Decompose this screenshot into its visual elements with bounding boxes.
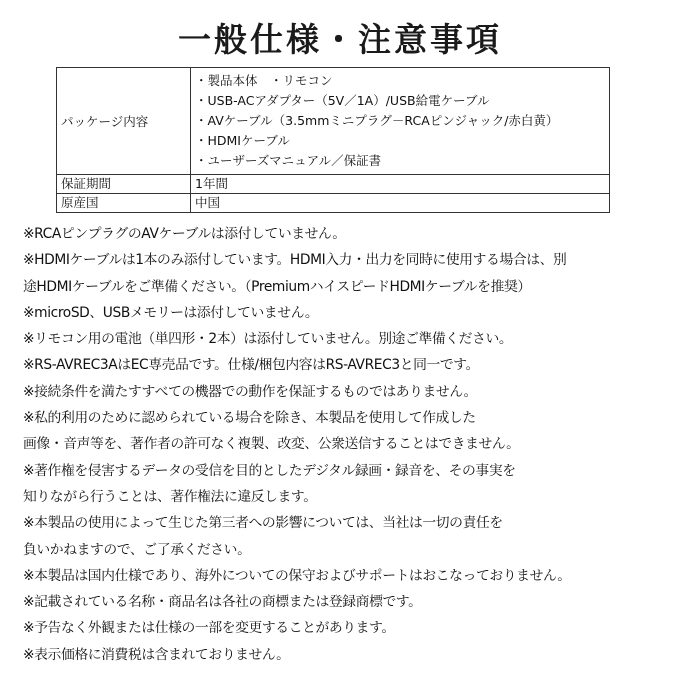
note-line: 知りながら行うことは、著作権法に違反します。	[23, 488, 317, 505]
note-line: ※リモコン用の電池（単四形・2本）は添付していません。別途ご準備ください。	[23, 331, 513, 348]
package-item: ・USB-ACアダプター（5V／1A）/USB給電ケーブル	[195, 93, 490, 108]
notes-list	[23, 221, 673, 668]
note-line: ※microSD、USBメモリーは添付していません。	[23, 304, 319, 321]
note-line: 画像・音声等を、著作者の許可なく複製、改変、公衆送信することはできません。	[23, 436, 520, 453]
package-label: パッケージ内容	[57, 68, 191, 175]
warranty-label: 保証期間	[57, 175, 191, 194]
note-line: ※私的利用のために認められている場合を除き、本製品を使用して作成した	[23, 410, 476, 427]
note-line: 負いかねますので、ご了承ください。	[23, 541, 251, 558]
package-item: ・AVケーブル（3.5mmミニプラグ－RCAピンジャック/赤白黄）	[195, 113, 559, 128]
page-title: 一般仕様・注意事項	[178, 20, 502, 59]
note-line: ※RS-AVREC3AはEC専売品です。仕様/梱包内容はRS-AVREC3と同一です。	[23, 357, 479, 374]
package-contents	[191, 68, 610, 175]
package-item: ・HDMIケーブル	[195, 133, 290, 148]
note-line: ※記載されている名称・商品名は各社の商標または登録商標です。	[23, 594, 422, 611]
origin-value: 中国	[191, 194, 610, 213]
note-line: ※本製品の使用によって生じた第三者への影響については、当社は一切の責任を	[23, 515, 503, 532]
note-line: ※RCAピンプラグのAVケーブルは添付していません。	[23, 226, 346, 242]
note-line: 途HDMIケーブルをご準備ください。（PremiumハイスピードHDMIケーブルを推奨）	[23, 278, 531, 295]
package-item: ・製品本体 ・リモコン	[195, 73, 333, 88]
note-line: ※接続条件を満たすすべての機器での動作を保証するものではありません。	[23, 383, 477, 400]
note-line: ※著作権を侵害するデータの受信を目的としたデジタル録画・録音を、その事実を	[23, 462, 516, 479]
note-line: ※予告なく外観または仕様の一部を変更することがあります。	[23, 620, 395, 637]
table-row-origin	[57, 194, 610, 213]
warranty-value: 1年間	[191, 175, 610, 194]
table-row-warranty	[57, 175, 610, 194]
note-line: ※HDMIケーブルは1本のみ添付しています。HDMI入力・出力を同時に使用する場合は、別	[23, 252, 567, 269]
package-item: ・ユーザーズマニュアル／保証書	[195, 153, 382, 168]
table-row-package	[57, 68, 610, 175]
note-line: ※本製品は国内仕様であり、海外についての保守およびサポートはおこなっておりません。	[23, 567, 571, 584]
spec-table	[56, 67, 610, 213]
origin-label: 原産国	[57, 194, 191, 213]
note-line: ※表示価格に消費税は含まれておりません。	[23, 646, 290, 663]
